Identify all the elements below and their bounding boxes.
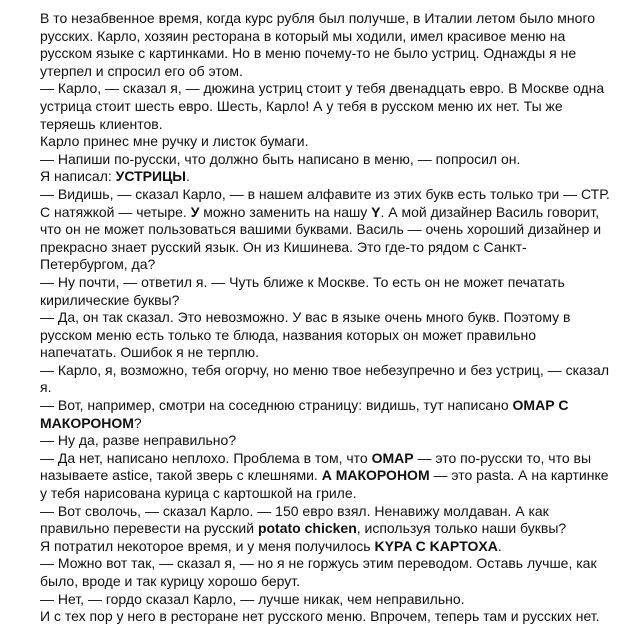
text-span: Я потратил некоторое время, и у меня получилось	[40, 537, 375, 554]
paragraph-write-russian: — Напиши по-русски, что должно быть написано в меню, — попросил он.	[40, 150, 521, 167]
paragraph-alphabet	[40, 186, 610, 274]
bold-word-ustritsy: УСТРИЦЫ	[115, 168, 187, 185]
paragraph-too-many-letters: — Да, он так сказал. Это невозможно. У вас в языке очень много букв. Поэтому в русском меню есть только те блюда, названия которых он может правильно напечатать. Ошибок я не терплю.	[40, 309, 571, 361]
text-span: , используя только наши буквы?	[356, 520, 567, 537]
story-text	[40, 10, 610, 626]
paragraph-is-it-wrong: — Ну да, разве неправильно?	[40, 432, 237, 449]
text-span: — это по-русски то, что вы называете astice, такой зверь с клешнями.	[40, 449, 592, 484]
bold-kypa-c-kaptoxa: KYPA C KAPTOXA	[374, 537, 498, 554]
paragraph-ending: И с тех пор у него в ресторане нет русского меню. Впрочем, теперь там и русских нет.	[40, 608, 600, 625]
paragraph-pen-paper: Карло принес мне ручку и листок бумаги.	[40, 133, 309, 150]
bold-a-makoronom: А МАКОРОНОМ	[321, 467, 430, 484]
paragraph-scoundrel	[40, 503, 610, 538]
paragraph-not-flawless: — Карло, я, возможно, тебя огорчу, но меню твое небезупречно и без устриц, — сказал я.	[40, 361, 610, 396]
paragraph-translation	[40, 538, 610, 556]
paragraph-intro: В то незабвенное время, когда курс рубля был получше, в Италии летом было много русских. Карло, хозяин ресторана в который мы ходили, имел красивое меню на русском языке с картинками. Но в меню почему-то не было устриц. Однажды я не утерпел и спросил его об этом.	[40, 10, 596, 79]
paragraph-problem	[40, 450, 610, 503]
text-span: можно заменить на нашу	[199, 203, 372, 220]
text-span: .	[497, 537, 502, 554]
text-span: — Видишь, — сказал Карло, — в нашем алфавите из этих букв есть только три — СТР. С натяжкой — четыре.	[40, 185, 610, 220]
paragraph-wrote-oysters	[40, 168, 610, 186]
paragraph-oysters-price: — Карло, — сказал я, — дюжина устриц стоит у тебя двенадцать евро. В Москве одна устрица стоит шесть евро. Шесть, Карло! А у тебя в русском меню их нет. Ты же теряешь клиентов.	[40, 80, 605, 132]
text-span: .	[186, 168, 190, 185]
bold-letter-y: Y	[371, 203, 381, 220]
bold-omar-s-makoronom: ОМАР С МАКОРОНОМ	[40, 397, 569, 431]
bold-letter-u: У	[190, 203, 200, 220]
bold-potato-chicken: potato chicken	[257, 520, 357, 537]
paragraph-almost: — Ну почти, — ответил я. — Чуть ближе к Москве. То есть он не может печатать кирилические буквы?	[40, 273, 565, 308]
bold-omar: ОМАР	[371, 449, 414, 466]
text-span: — Вот, например, смотри на соседнюю страницу: видишь, тут написано	[40, 397, 513, 414]
text-span: — Да нет, написано неплохо. Проблема в том, что	[40, 449, 372, 466]
text-span: — Вот сволочь, — сказал Карло. — 150 евро взял. Ненавижу молдаван. А как правильно перевести на русский	[40, 502, 549, 537]
paragraph-next-page	[40, 397, 610, 432]
paragraph-better-nothing: — Нет, — гордо сказал Карло, — лучше никак, чем неправильно.	[40, 590, 465, 607]
text-span: Я написал:	[40, 168, 116, 185]
paragraph-not-proud: — Можно вот так, — сказал я, — но я не горжусь этим переводом. Оставь лучше, как было, вроде и так курицу хорошо берут.	[40, 555, 597, 589]
text-span: — это pasta. А на картинке у тебя нарисована курица с картошкой на гриле.	[40, 467, 609, 502]
text-span: . А мой дизайнер Василь говорит, что он не может пользоваться вашими буквами. Василь — очень хороший дизайнер и прекрасно знает русский язык. Он из Кишинева. Это где-то рядом с Санкт-Петербургом, да?	[40, 203, 602, 273]
text-span: ?	[133, 414, 142, 431]
